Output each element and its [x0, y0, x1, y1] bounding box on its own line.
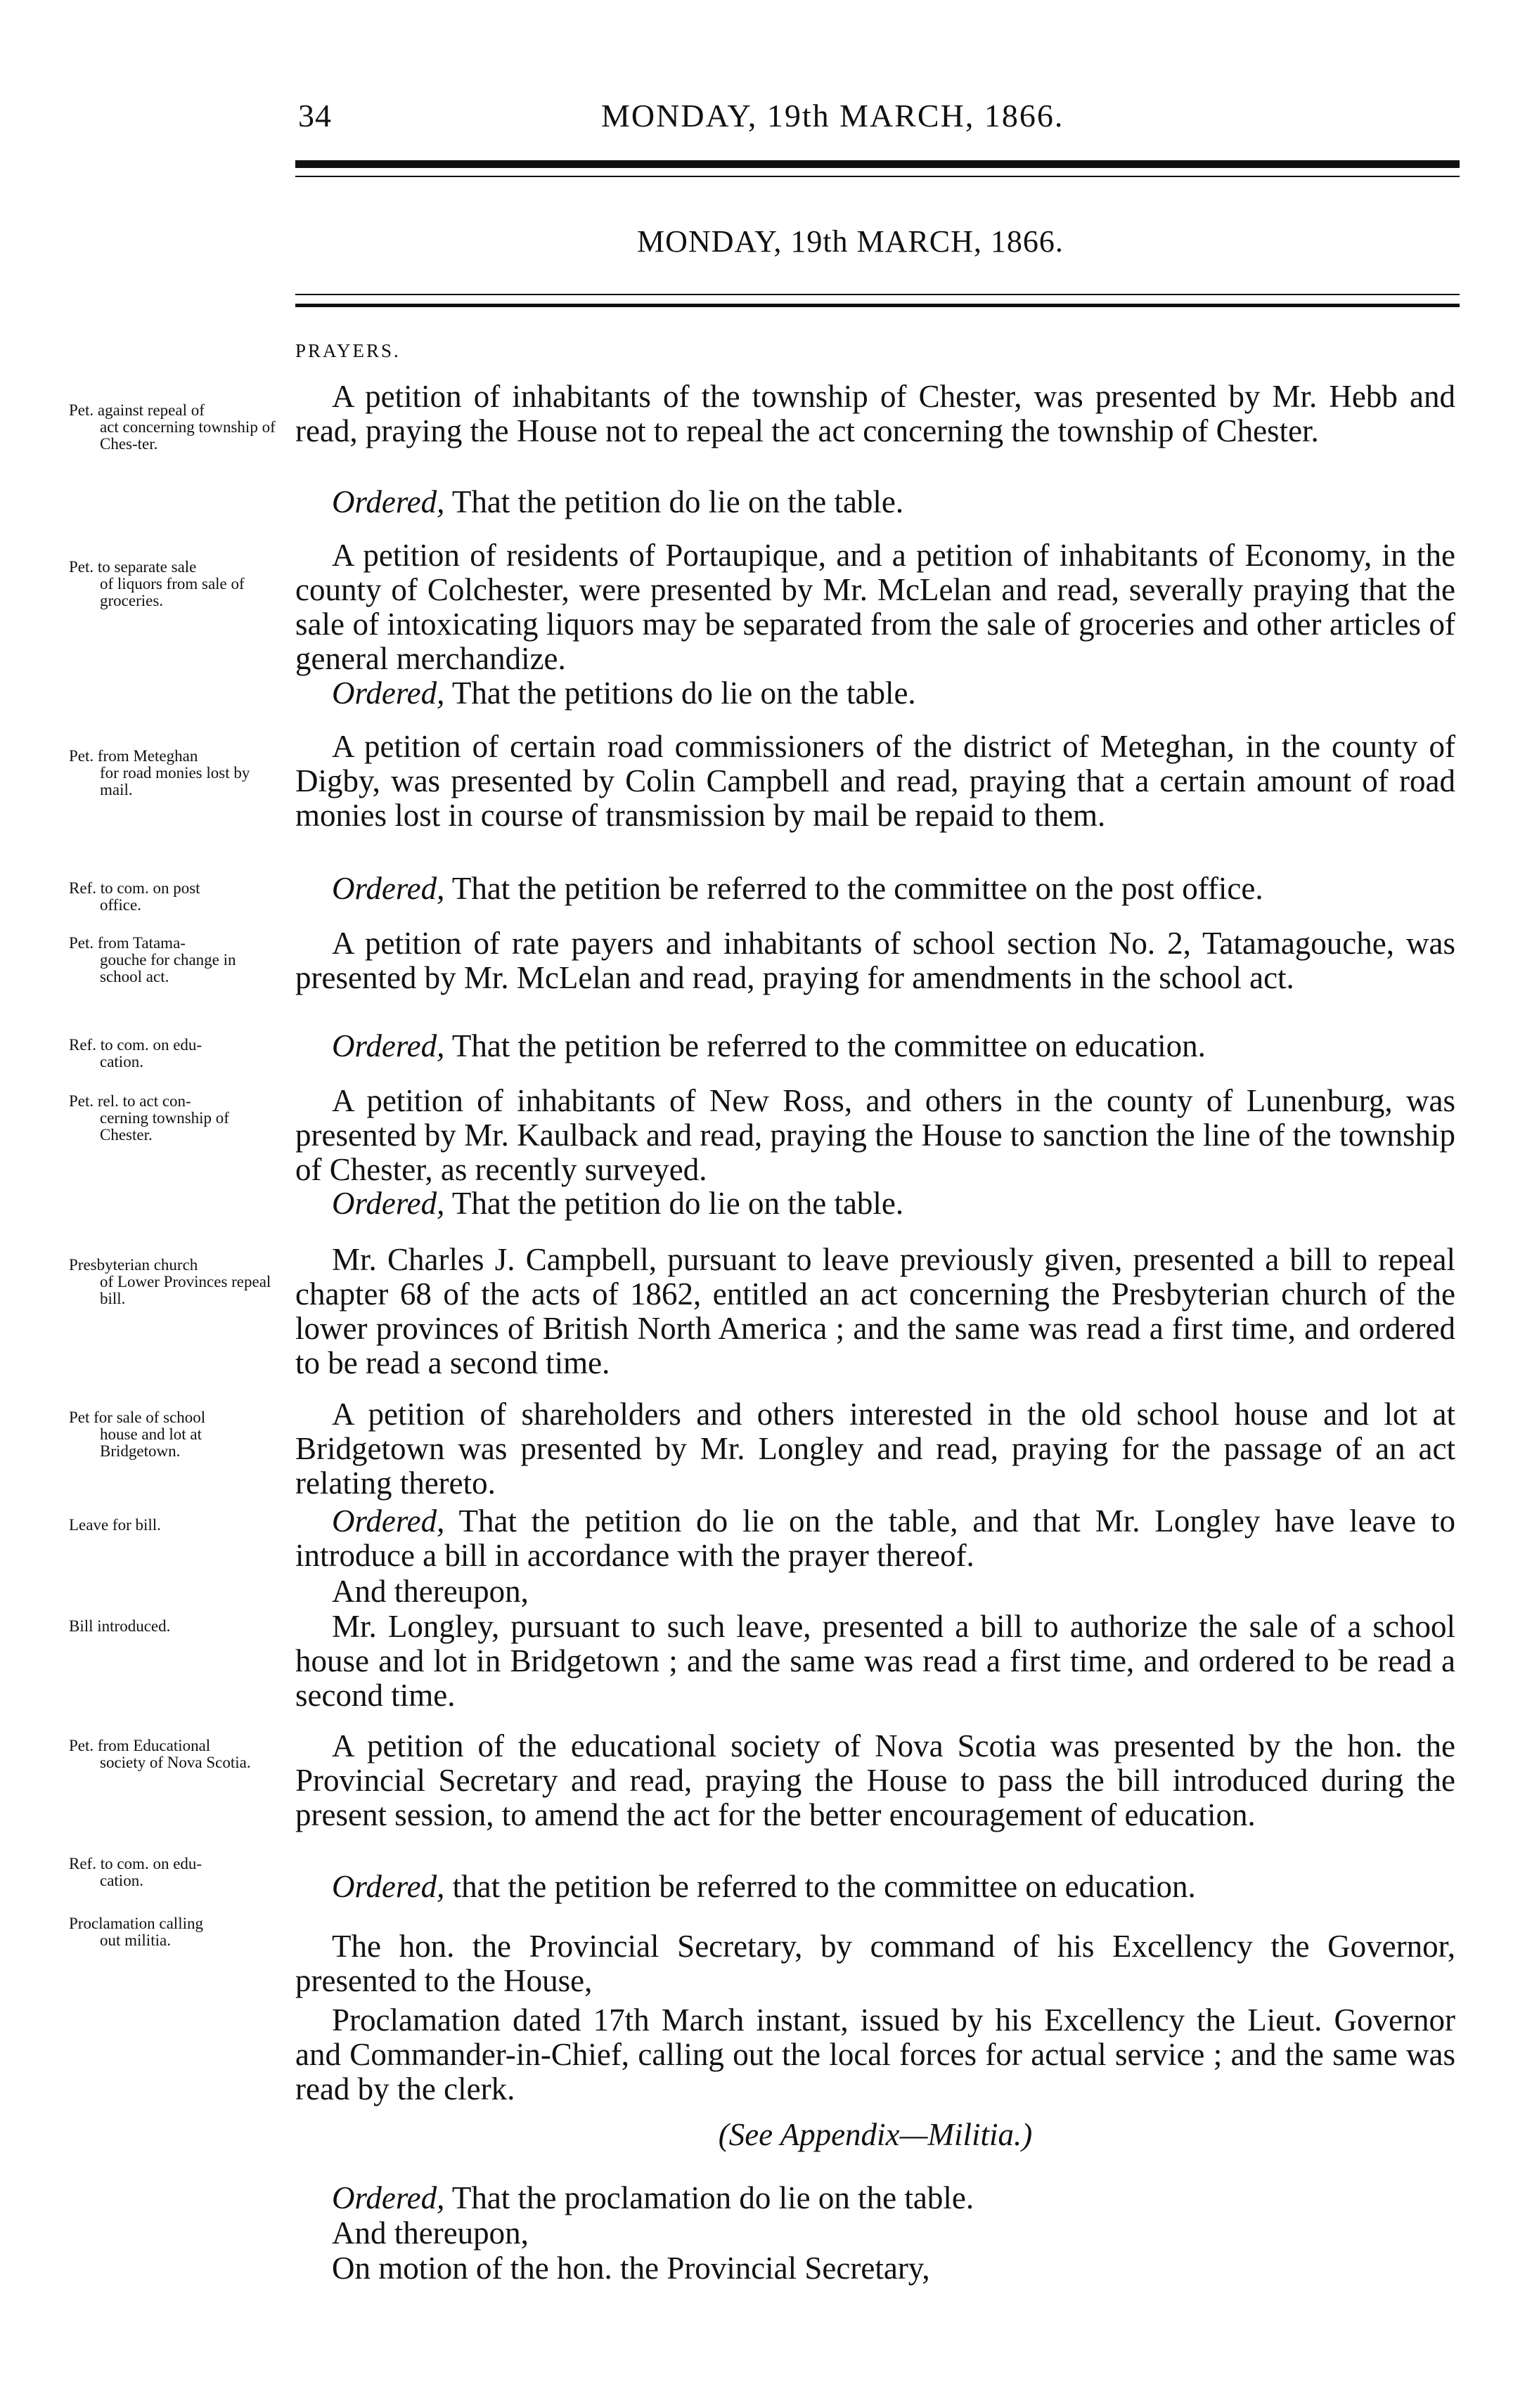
margin-note-rest: house and lot at Bridgetown. — [100, 1425, 202, 1460]
paragraph — [295, 1574, 1455, 1609]
margin-note — [69, 880, 280, 914]
paragraph-lead: Ordered, — [332, 675, 445, 711]
margin-note-rest: cation. — [100, 1872, 143, 1889]
margin-note — [69, 1618, 280, 1635]
paragraph — [295, 1870, 1455, 1904]
prayers-label: PRAYERS. — [295, 340, 401, 361]
paragraph-text: Mr. Longley, pursuant to such leave, presented a bill to authorize the sale of a school house and lot in Bridgetown ; and the same was read a first time, and ordered to be read a second time. — [295, 1609, 1455, 1713]
paragraph — [295, 1929, 1455, 1998]
page-header — [0, 0, 1532, 169]
margin-note — [69, 748, 280, 798]
running-head: MONDAY, 19th MARCH, 1866. — [601, 98, 1064, 134]
heading-rule-thick — [295, 304, 1460, 307]
margin-note — [69, 935, 280, 985]
margin-note — [69, 1037, 280, 1070]
margin-note — [69, 402, 280, 453]
margin-note-line1: Ref. to com. on edu- — [69, 1855, 202, 1872]
paragraph-text: That the petition do lie on the table, and that Mr. Longley have leave to introduce a bill in accordance with the prayer thereof. — [295, 1503, 1455, 1573]
paragraph-text: And thereupon, — [332, 2215, 529, 2251]
margin-note-rest: of Lower Provinces repeal bill. — [100, 1273, 271, 1307]
paragraph — [295, 380, 1455, 448]
header-rule-thin — [295, 176, 1460, 177]
paragraph-lead: Ordered, — [332, 1028, 445, 1063]
date-heading: MONDAY, 19th MARCH, 1866. — [637, 224, 1064, 259]
paragraph-text: (See Appendix—Militia.) — [718, 2117, 1033, 2152]
margin-note-line1: Pet. against repeal of — [69, 401, 205, 419]
heading-rule-thin — [295, 294, 1460, 295]
paragraph-text: that the petition be referred to the committee on education. — [444, 1869, 1196, 1904]
paragraph — [295, 1243, 1455, 1380]
header-rule-thick — [295, 160, 1460, 168]
margin-note-rest: gouche for change in school act. — [100, 951, 236, 985]
paragraph-lead: Ordered, — [332, 2180, 445, 2215]
paragraph — [295, 1504, 1455, 1573]
margin-note-rest: act concerning township of Ches-ter. — [100, 418, 276, 453]
paragraph-text: That the petition do lie on the table. — [444, 1186, 904, 1221]
margin-note-line1: Proclamation calling — [69, 1915, 203, 1932]
paragraph — [295, 1186, 1455, 1221]
paragraph-text: That the petition do lie on the table. — [444, 484, 904, 519]
paragraph-lead: Ordered, — [332, 1869, 445, 1904]
margin-note-rest: out militia. — [100, 1931, 171, 1949]
margin-note — [69, 1093, 280, 1144]
margin-note — [69, 559, 280, 609]
margin-note-line1: Pet. from Tatama- — [69, 934, 186, 952]
paragraph-lead: Ordered, — [332, 484, 445, 519]
paragraph — [295, 2251, 1455, 2286]
paragraph-lead: Ordered, — [332, 1186, 445, 1221]
paragraph — [295, 1610, 1455, 1713]
margin-note-line1: Bill introduced. — [69, 1617, 171, 1635]
margin-note-line1: Ref. to com. on post — [69, 879, 200, 897]
paragraph-text: And thereupon, — [332, 1574, 529, 1609]
paragraph-text: A petition of inhabitants of New Ross, and others in the county of Lunenburg, was presented by Mr. Kaulback and read, praying the House to sanction the line of the township of Chester, as recently surveyed. — [295, 1083, 1455, 1187]
margin-note — [69, 1737, 280, 1771]
page-number: 34 — [298, 98, 332, 134]
paragraph-text: Proclamation dated 17th March instant, issued by his Excellency the Lieut. Governor and Commander-in-Chief, calling out the local forces for actual service ; and the same was read by the clerk. — [295, 2002, 1455, 2106]
paragraph — [295, 2003, 1455, 2106]
paragraph-lead: Ordered, — [332, 1503, 445, 1539]
paragraph-text: On motion of the hon. the Provincial Secretary, — [332, 2251, 930, 2286]
margin-note-rest: cation. — [100, 1053, 143, 1070]
margin-note-rest: office. — [100, 896, 141, 914]
paragraph — [295, 1084, 1455, 1187]
margin-note-line1: Presbyterian church — [69, 1256, 198, 1274]
paragraph-lead: Ordered, — [332, 871, 445, 906]
paragraph-text: A petition of rate payers and inhabitants of school section No. 2, Tatamagouche, was presented by Mr. McLelan and read, praying for amendments in the school act. — [295, 926, 1455, 995]
paragraph — [295, 730, 1455, 833]
paragraph-text: A petition of residents of Portaupique, and a petition of inhabitants of Economy, in the county of Colchester, were presented by Mr. McLelan and read, severally praying that the sale of intoxicating liquors may be separated from the sale of groceries and other articles of general merchandize. — [295, 538, 1455, 676]
paragraph-text: That the petition be referred to the committee on the post office. — [444, 871, 1263, 906]
margin-note-rest: cerning township of Chester. — [100, 1109, 229, 1144]
margin-note-line1: Pet. from Educational — [69, 1737, 211, 1754]
margin-note — [69, 1915, 280, 1949]
paragraph — [295, 2216, 1455, 2251]
paragraph-text: A petition of inhabitants of the township of Chester, was presented by Mr. Hebb and read, praying the House not to repeal the act concerning the township of Chester. — [295, 379, 1455, 448]
paragraph — [295, 485, 1455, 519]
margin-note-line1: Pet. from Meteghan — [69, 747, 198, 765]
margin-note — [69, 1409, 280, 1460]
paragraph — [295, 1397, 1455, 1501]
paragraph-text: That the petition be referred to the committee on education. — [444, 1028, 1206, 1063]
paragraph — [295, 1729, 1455, 1832]
margin-note-line1: Pet for sale of school — [69, 1409, 206, 1426]
margin-note-line1: Pet. to separate sale — [69, 558, 197, 576]
paragraph — [295, 872, 1455, 906]
margin-note-rest: of liquors from sale of groceries. — [100, 575, 245, 609]
paragraph-text: That the petitions do lie on the table. — [444, 675, 916, 711]
paragraph — [295, 538, 1455, 676]
paragraph — [295, 1029, 1455, 1063]
paragraph — [295, 2181, 1455, 2215]
margin-note-line1: Ref. to com. on edu- — [69, 1036, 202, 1054]
paragraph-text: That the proclamation do lie on the table. — [444, 2180, 974, 2215]
margin-note-rest: for road monies lost by mail. — [100, 764, 250, 798]
margin-note — [69, 1257, 280, 1307]
paragraph-text: A petition of shareholders and others interested in the old school house and lot at Bridgetown was presented by Mr. Longley and read, praying for the passage of an act relating thereto. — [295, 1397, 1455, 1501]
paragraph-text: The hon. the Provincial Secretary, by command of his Excellency the Governor, presented to the House, — [295, 1929, 1455, 1998]
margin-note-line1: Pet. rel. to act con- — [69, 1092, 191, 1110]
margin-note-rest: society of Nova Scotia. — [100, 1754, 251, 1771]
paragraph — [295, 676, 1455, 711]
margin-note — [69, 1517, 280, 1534]
paragraph-text: Mr. Charles J. Campbell, pursuant to leave previously given, presented a bill to repeal chapter 68 of the acts of 1862, entitled an act concerning the Presbyterian church of the lower provinces of British North America ; and the same was read a first time, and ordered to be read a second time. — [295, 1242, 1455, 1380]
margin-note — [69, 1856, 280, 1889]
paragraph-text: A petition of the educational society of Nova Scotia was presented by the hon. the Provincial Secretary and read, praying the House to pass the bill introduced during the present session, to amend the act for the better encouragement of education. — [295, 1728, 1455, 1832]
margin-note-line1: Leave for bill. — [69, 1516, 161, 1534]
paragraph-text: A petition of certain road commissioners of the district of Meteghan, in the county of Digby, was presented by Colin Campbell and read, praying that a certain amount of road monies lost in course of transmission by mail be repaid to them. — [295, 729, 1455, 833]
appendix-reference — [295, 2118, 1455, 2152]
paragraph — [295, 926, 1455, 995]
